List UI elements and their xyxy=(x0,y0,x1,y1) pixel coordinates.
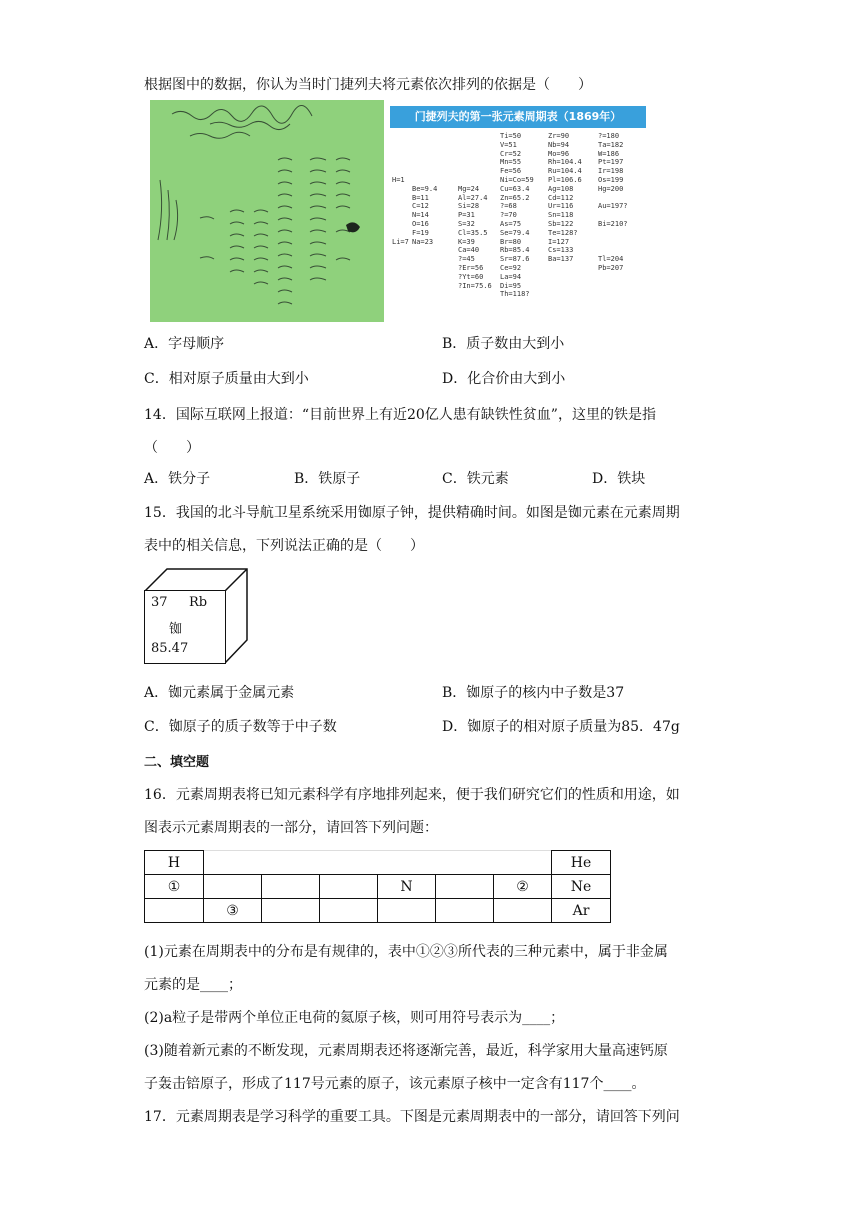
q16-stem-line2: 图表示元素周期表的一部分，请回答下列问题： xyxy=(144,820,438,836)
q15-option-b[interactable]: B．铷原子的核内中子数是37 xyxy=(442,685,625,701)
cell-he: He xyxy=(552,851,611,875)
q13-option-d[interactable]: D．化合价由大到小 xyxy=(442,371,566,387)
cell-r3c3 xyxy=(262,899,320,923)
q15-stem-line2: 表中的相关信息，下列说法正确的是（ ） xyxy=(144,538,424,554)
rubidium-element-cube xyxy=(144,568,248,664)
cell-r2c4 xyxy=(320,875,378,899)
cell-3: ③ xyxy=(204,899,262,923)
q16-sub1-line2: 元素的是____； xyxy=(144,977,242,993)
periodic-table-fragment xyxy=(144,850,611,923)
q14-option-d[interactable]: D．铁块 xyxy=(592,471,646,487)
cell-ne: Ne xyxy=(552,875,611,899)
q13-option-b[interactable]: B．质子数由大到小 xyxy=(442,336,565,352)
table-column-2: Be=9.4 B=11 C=12 N=14 O=16 F=19 Na=23 xyxy=(412,184,438,246)
table-column-6: ?=180 Ta=182 W=186 Pt=197 Ir=198 Os=199 Hg=200 Au=197? Bi=210? Tl=204 Pb=207 xyxy=(598,132,628,272)
cell-r3c7 xyxy=(494,899,552,923)
element-symbol: Rb xyxy=(189,595,208,610)
q16-stem-line1: 16．元素周期表将已知元素科学有序地排列起来，便于我们研究它们的性质和用途，如 xyxy=(144,787,680,803)
mendeleev-table xyxy=(384,100,648,322)
section-heading-fill-in: 二、填空题 xyxy=(144,755,210,770)
table-column-5: Zr=90 Nb=94 Mo=96 Rh=104.4 Ru=104.4 Pl=106.6 Ag=108 Cd=112 Ur=116 Sn=118 Sb=122 Te=128? I=127 Cs=133 Ba=137 xyxy=(548,132,582,264)
cell-r3c4 xyxy=(320,899,378,923)
q13-option-a[interactable]: A．字母顺序 xyxy=(144,336,225,352)
element-name: 铷 xyxy=(169,622,183,637)
atomic-mass: 85.47 xyxy=(151,641,189,656)
q15-option-d[interactable]: D．铷原子的相对原子质量为85．47g xyxy=(442,719,680,735)
cell-ar: Ar xyxy=(552,899,611,923)
q14-option-a[interactable]: A．铁分子 xyxy=(144,471,211,487)
cell-r3c1 xyxy=(145,899,204,923)
table-column-4: Ti=50 V=51 Cr=52 Mn=55 Fe=56 Ni=Co=59 Cu=63.4 Zn=65.2 ?=68 ?=70 As=75 Se=79.4 Br=80 Rb=85.4 Sr=87.6 Ce=92 La=94 Di=95 Th=118? xyxy=(500,132,534,299)
q16-sub1-line1: (1)元素在周期表中的分布是有规律的，表中①②③所代表的三种元素中，属于非金属 xyxy=(144,944,668,960)
q16-sub3-line2: 子轰击锫原子，形成了117号元素的原子，该元素原子核中一定含有117个____。 xyxy=(144,1076,646,1092)
q14-option-b[interactable]: B．铁原子 xyxy=(294,471,361,487)
q15-option-c[interactable]: C．铷原子的质子数等于中子数 xyxy=(144,719,337,735)
q17-stem-line1: 17．元素周期表是学习科学的重要工具。下图是元素周期表中的一部分，请回答下列问 xyxy=(144,1109,680,1125)
cell-1: ① xyxy=(145,875,204,899)
q15-stem-line1: 15．我国的北斗导航卫星系统采用铷原子钟，提供精确时间。如图是铷元素在元素周期 xyxy=(144,505,680,521)
q15-option-a[interactable]: A．铷元素属于金属元素 xyxy=(144,685,295,701)
cell-n: N xyxy=(378,875,436,899)
q14-stem-line2: （ ） xyxy=(144,440,200,456)
mendeleev-table-title: 门捷列夫的第一张元素周期表（1869年） xyxy=(390,106,646,128)
cell-2: ② xyxy=(494,875,552,899)
manuscript-image xyxy=(150,100,384,322)
q13-option-c[interactable]: C．相对原子质量由大到小 xyxy=(144,371,309,387)
q13-stem: 根据图中的数据，你认为当时门捷列夫将元素依次排列的依据是（ ） xyxy=(144,77,592,93)
cube-front-face xyxy=(144,590,226,664)
cell-r3c6 xyxy=(436,899,494,923)
q14-stem-line1: 14．国际互联网上报道：“目前世界上有近20亿人患有缺铁性贫血”，这里的铁是指 xyxy=(144,407,656,423)
cell-gap xyxy=(204,851,552,875)
cell-r2c3 xyxy=(262,875,320,899)
cell-r2c2 xyxy=(204,875,262,899)
table-column-3: Mg=24 Al=27.4 Si=28 P=31 S=32 Cl=35.5 K=39 Ca=40 ?=45 ?Er=56 ?Yt=60 ?In=75.6 xyxy=(458,184,492,290)
cell-r3c5 xyxy=(378,899,436,923)
q16-sub3-line1: (3)随着新元素的不断发现，元素周期表还将逐渐完善，最近，科学家用大量高速钙原 xyxy=(144,1043,668,1059)
atomic-number: 37 xyxy=(151,595,168,610)
mendeleev-figure xyxy=(150,100,648,322)
table-column-1: H=1 Li=7 xyxy=(392,175,409,246)
q14-option-c[interactable]: C．铁元素 xyxy=(442,471,509,487)
q16-sub2: (2)a粒子是带两个单位正电荷的氦原子核，则可用符号表示为____； xyxy=(144,1010,565,1026)
cell-h: H xyxy=(145,851,204,875)
cell-r2c6 xyxy=(436,875,494,899)
